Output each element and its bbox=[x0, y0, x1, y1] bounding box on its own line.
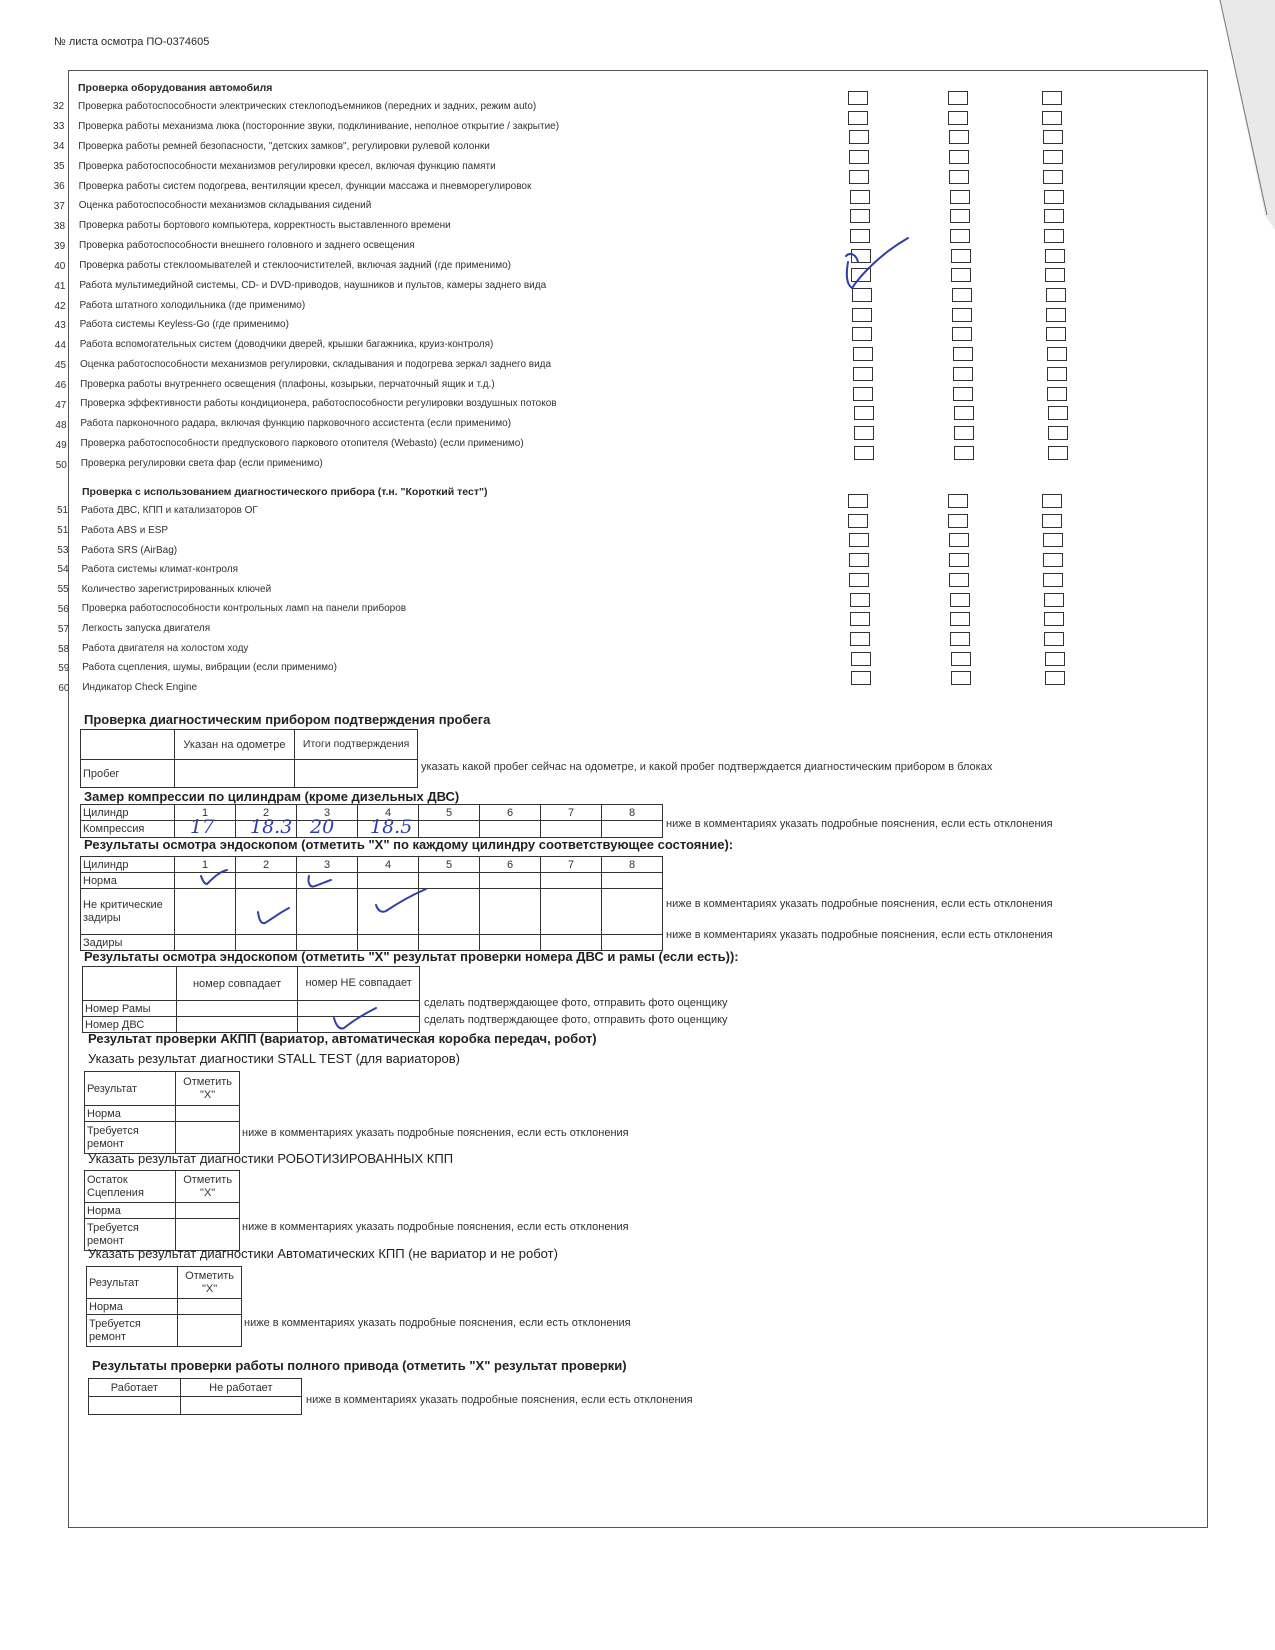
checklist-item-number: 35 bbox=[53, 160, 65, 172]
endoscope-mark-cell[interactable] bbox=[541, 889, 602, 935]
noncritical-row-label: Не критические задиры bbox=[81, 889, 175, 935]
robot-subtitle: Указать результат диагностики РОБОТИЗИРОВАННЫХ КПП bbox=[88, 1151, 454, 1166]
endoscope-cylinder-number: 6 bbox=[480, 857, 541, 873]
odometer-column-header: Указан на одометре bbox=[174, 730, 295, 760]
checklist-item-text: Проверка регулировки света фар (если применимо) bbox=[80, 458, 323, 470]
equipment-section-title: Проверка оборудования автомобиля bbox=[78, 82, 273, 94]
compression-cylinder-number: 1 bbox=[175, 805, 236, 821]
robot-norm-label: Норма bbox=[85, 1203, 176, 1219]
awd-note: ниже в комментариях указать подробные пояснения, если есть отклонения bbox=[306, 1394, 693, 1406]
equipment-checkbox[interactable] bbox=[850, 190, 870, 204]
equipment-checkbox[interactable] bbox=[1043, 130, 1063, 144]
equipment-checkbox[interactable] bbox=[953, 387, 973, 401]
auto-mark-header: Отметить "Х" bbox=[178, 1267, 242, 1299]
odometer-value-cell[interactable] bbox=[174, 760, 295, 788]
checklist-item-number: 33 bbox=[53, 120, 65, 132]
equipment-checkbox[interactable] bbox=[1047, 347, 1067, 361]
equipment-checkbox[interactable] bbox=[854, 426, 874, 440]
diagnostic-checkbox[interactable] bbox=[850, 612, 870, 626]
numbers-note-1: сделать подтверждающее фото, отправить фото оценщику bbox=[424, 997, 728, 1009]
checklist-item-text: Работа мультимедийной системы, CD- и DVD-приводов, наушников и пультов, камеры заднего вида bbox=[79, 279, 547, 291]
diagnostic-checkbox[interactable] bbox=[950, 612, 970, 626]
folded-corner bbox=[995, 0, 1275, 230]
mileage-row-label: Пробег bbox=[81, 760, 175, 788]
equipment-checkbox[interactable] bbox=[852, 308, 872, 322]
checklist-item-number: 38 bbox=[53, 220, 66, 232]
equipment-checkbox[interactable] bbox=[950, 229, 970, 243]
checklist-item-text: Оценка работоспособности механизмов складывания сидений bbox=[78, 199, 372, 211]
compression-cylinder-number: 2 bbox=[236, 805, 297, 821]
checklist-item-text: Работа вспомогательных систем (доводчики дверей, крышки багажника, круиз-контроля) bbox=[79, 339, 494, 351]
akpp-section-title: Результат проверки АКПП (вариатор, автоматическая коробка передач, робот) bbox=[88, 1031, 597, 1046]
checklist-item-number: 44 bbox=[54, 340, 66, 352]
checklist-item-text: Проверка работоспособности внешнего головного и заднего освещения bbox=[79, 239, 415, 251]
diagnostic-checkbox[interactable] bbox=[1043, 553, 1063, 567]
checklist-item-text: Работа SRS (AirBag) bbox=[81, 544, 178, 556]
equipment-checkbox[interactable] bbox=[853, 387, 873, 401]
robot-repair-label: Требуется ремонт bbox=[85, 1219, 176, 1251]
diagnostic-checkbox[interactable] bbox=[949, 553, 969, 567]
endoscope-note-1: ниже в комментариях указать подробные пояснения, если есть отклонения bbox=[666, 898, 1053, 910]
checklist-item-text: Проверка работы стеклоомывателей и стеклоочистителей, включая задний (где применимо) bbox=[79, 259, 511, 271]
checklist-item-number: 48 bbox=[55, 420, 67, 432]
diagnostic-checkbox[interactable] bbox=[948, 494, 968, 508]
checklist-item-text: Легкость запуска двигателя bbox=[81, 622, 211, 634]
checklist-item-text: Количество зарегистрированных ключей bbox=[81, 584, 272, 596]
document-number: № листа осмотра ПО-0374605 bbox=[54, 36, 210, 48]
equipment-checkbox[interactable] bbox=[954, 426, 974, 440]
checklist-item-number: 57 bbox=[57, 623, 70, 635]
handwritten-compression-value: 18.5 bbox=[370, 816, 413, 838]
checklist-item-text: Индикатор Check Engine bbox=[82, 682, 198, 694]
diagnostic-checkbox[interactable] bbox=[849, 553, 869, 567]
endoscope-note-2: ниже в комментариях указать подробные пояснения, если есть отклонения bbox=[666, 929, 1053, 941]
mileage-table bbox=[80, 729, 418, 788]
diagnostic-checkbox[interactable] bbox=[1045, 652, 1065, 666]
checklist-item-text: Работа системы климат-контроля bbox=[81, 564, 239, 576]
equipment-checkbox[interactable] bbox=[1042, 91, 1062, 105]
endoscope-mark-cell[interactable] bbox=[602, 873, 663, 889]
checklist-item-number: 36 bbox=[53, 180, 65, 192]
compression-note: ниже в комментариях указать подробные пояснения, если есть отклонения bbox=[666, 818, 1053, 830]
diagnostic-checkbox[interactable] bbox=[1044, 593, 1064, 607]
checklist-item-text: Работа сцепления, шумы, вибрации (если применимо) bbox=[82, 662, 337, 674]
diagnostic-checkbox[interactable] bbox=[949, 533, 969, 547]
endoscope-mark-cell[interactable] bbox=[297, 889, 358, 935]
diagnostic-checkbox[interactable] bbox=[849, 533, 869, 547]
checklist-item-number: 43 bbox=[54, 320, 66, 332]
diagnostic-checkbox[interactable] bbox=[950, 593, 970, 607]
equipment-checkbox[interactable] bbox=[848, 111, 868, 125]
stall-test-table bbox=[84, 1071, 240, 1154]
equipment-checkbox[interactable] bbox=[949, 150, 969, 164]
stall-test-note: ниже в комментариях указать подробные пояснения, если есть отклонения bbox=[242, 1127, 629, 1139]
compression-cylinder-number: 4 bbox=[358, 805, 419, 821]
auto-result-header: Результат bbox=[87, 1267, 178, 1299]
handwritten-check-engine-mismatch bbox=[330, 1004, 380, 1032]
robot-norm-cell[interactable] bbox=[176, 1203, 240, 1219]
handwritten-compression-value: 18.3 bbox=[250, 816, 293, 838]
checklist-item-text: Работа парконочного радара, включая функцию парковочного ассистента (если применимо) bbox=[80, 418, 512, 430]
cylinder-row-label: Цилиндр bbox=[81, 805, 175, 821]
stall-repair-label: Требуется ремонт bbox=[85, 1122, 176, 1154]
awd-not-works-header: Не работает bbox=[180, 1379, 301, 1397]
endoscope-cylinder-number: 2 bbox=[236, 857, 297, 873]
checklist-item-text: Проверка работоспособности предпускового паркового отопителя (Webasto) (если применимо) bbox=[80, 438, 524, 450]
checklist-item-number: 55 bbox=[57, 584, 69, 596]
mileage-section-title: Проверка диагностическим прибором подтверждения пробега bbox=[84, 712, 491, 727]
awd-section-title: Результаты проверки работы полного привода (отметить "Х" результат проверки) bbox=[92, 1358, 627, 1373]
awd-table bbox=[88, 1378, 302, 1415]
diagnostic-checkbox[interactable] bbox=[849, 573, 869, 587]
equipment-checkbox[interactable] bbox=[950, 190, 970, 204]
equipment-checkbox[interactable] bbox=[854, 406, 874, 420]
checklist-item-number: 53 bbox=[57, 544, 69, 556]
confirmation-column-header: Итоги подтверждения bbox=[295, 730, 418, 760]
awd-not-works-cell[interactable] bbox=[180, 1397, 301, 1415]
compression-cylinder-number: 3 bbox=[297, 805, 358, 821]
stall-mark-header: Отметить "Х" bbox=[176, 1072, 240, 1106]
checklist-item-text: Проверка работы механизма люка (посторонние звуки, подклинивание, неполное открытие / закрытие) bbox=[78, 120, 560, 132]
auto-norm-label: Норма bbox=[87, 1299, 178, 1315]
auto-repair-cell[interactable] bbox=[178, 1315, 242, 1347]
equipment-checkbox[interactable] bbox=[949, 130, 969, 144]
diagnostic-checkbox[interactable] bbox=[848, 514, 868, 528]
numbers-section-title: Результаты осмотра эндоскопом (отметить "Х" результат проверки номера ДВС и рамы (если есть)): bbox=[84, 949, 739, 964]
compression-value-cell[interactable] bbox=[480, 821, 541, 838]
diagnostic-checkbox[interactable] bbox=[848, 494, 868, 508]
equipment-checkbox[interactable] bbox=[1044, 229, 1064, 243]
equipment-checkbox[interactable] bbox=[1045, 268, 1065, 282]
endoscope-cylinder-number: 3 bbox=[297, 857, 358, 873]
endoscope-cylinder-number: 8 bbox=[602, 857, 663, 873]
stall-result-header: Результат bbox=[85, 1072, 176, 1106]
checklist-item-text: Работа двигателя на холостом ходу bbox=[82, 642, 249, 654]
numbers-note-2: сделать подтверждающее фото, отправить фото оценщику bbox=[424, 1014, 728, 1026]
checklist-item-text: Проверка эффективности работы кондиционера, работоспособности регулировки воздушных потоков bbox=[80, 398, 557, 410]
diagnostic-checkbox[interactable] bbox=[1042, 494, 1062, 508]
endoscope-cylinder-label: Цилиндр bbox=[81, 857, 175, 873]
equipment-checkbox[interactable] bbox=[1048, 426, 1068, 440]
compression-cylinder-number: 8 bbox=[602, 805, 663, 821]
endoscope-mark-cell[interactable] bbox=[175, 889, 236, 935]
equipment-checkbox[interactable] bbox=[1044, 190, 1064, 204]
checklist-item-text: Работа ДВС, КПП и катализаторов ОГ bbox=[81, 505, 258, 516]
diagnostic-checkbox[interactable] bbox=[948, 514, 968, 528]
equipment-checkbox[interactable] bbox=[848, 91, 868, 105]
match-column-header: номер совпадает bbox=[176, 967, 298, 1001]
compression-section-title: Замер компрессии по цилиндрам (кроме дизельных ДВС) bbox=[84, 789, 460, 804]
mileage-table-corner bbox=[81, 730, 175, 760]
equipment-checkbox[interactable] bbox=[952, 308, 972, 322]
checklist-item-number: 32 bbox=[53, 101, 65, 112]
handwritten-check-cyl2-noncritical bbox=[253, 902, 293, 928]
checklist-item-number: 47 bbox=[55, 400, 67, 412]
equipment-checkbox[interactable] bbox=[1047, 367, 1067, 381]
checklist-item-number: 51 bbox=[57, 524, 69, 536]
checklist-item-number: 41 bbox=[54, 280, 66, 292]
endoscope-mark-cell[interactable] bbox=[480, 889, 541, 935]
engine-number-label: Номер ДВС bbox=[83, 1017, 177, 1033]
stall-norm-label: Норма bbox=[85, 1106, 176, 1122]
robot-clutch-header: Остаток Сцепления bbox=[85, 1171, 176, 1203]
equipment-checkbox[interactable] bbox=[1048, 406, 1068, 420]
checklist-item-number: 54 bbox=[57, 564, 69, 576]
diagnostic-section-title: Проверка с использованием диагностического прибора (т.н. "Короткий тест") bbox=[82, 486, 488, 498]
equipment-checkbox[interactable] bbox=[1043, 170, 1063, 184]
equipment-checkbox[interactable] bbox=[952, 288, 972, 302]
checklist-item-number: 59 bbox=[58, 663, 70, 675]
robot-note: ниже в комментариях указать подробные пояснения, если есть отклонения bbox=[242, 1221, 629, 1233]
diagnostic-checkbox[interactable] bbox=[850, 632, 870, 646]
frame-number-label: Номер Рамы bbox=[83, 1001, 177, 1017]
checklist-item-number: 58 bbox=[58, 643, 70, 655]
robot-mark-header: Отметить "Х" bbox=[176, 1171, 240, 1203]
robot-table bbox=[84, 1170, 240, 1251]
checklist-item-number: 34 bbox=[53, 140, 65, 152]
diagnostic-checkbox[interactable] bbox=[1043, 573, 1063, 587]
equipment-checkbox[interactable] bbox=[1044, 209, 1064, 223]
equipment-checkbox[interactable] bbox=[953, 347, 973, 361]
auto-subtitle: Указать результат диагностики Автоматических КПП (не вариатор и не робот) bbox=[88, 1246, 558, 1261]
diagnostic-checkbox[interactable] bbox=[1043, 533, 1063, 547]
equipment-checkbox[interactable] bbox=[948, 91, 968, 105]
equipment-checkbox[interactable] bbox=[1046, 327, 1066, 341]
auto-norm-cell[interactable] bbox=[178, 1299, 242, 1315]
checklist-item-text: Проверка работы внутреннего освещения (плафоны, козырьки, перчаточный ящик и т.д.) bbox=[80, 379, 495, 391]
endoscope-cylinder-number: 1 bbox=[175, 857, 236, 873]
checklist-item-number: 40 bbox=[54, 260, 66, 272]
diagnostic-checkbox[interactable] bbox=[949, 573, 969, 587]
checklist-item-text: Работа системы Keyless-Go (где применимо) bbox=[79, 319, 289, 331]
norm-row-label: Норма bbox=[81, 873, 175, 889]
diagnostic-checkbox[interactable] bbox=[851, 652, 871, 666]
diagnostic-checkbox[interactable] bbox=[1044, 612, 1064, 626]
equipment-checkbox[interactable] bbox=[853, 347, 873, 361]
diagnostic-checkbox[interactable] bbox=[1044, 632, 1064, 646]
equipment-checkbox[interactable] bbox=[849, 150, 869, 164]
mileage-note: указать какой пробег сейчас на одометре, и какой пробег подтверждается диагностическим прибором в блоках bbox=[421, 761, 993, 773]
equipment-checkbox[interactable] bbox=[853, 367, 873, 381]
checklist-item-number: 50 bbox=[55, 460, 67, 472]
handwritten-check-cyl3-norm bbox=[305, 872, 335, 892]
auto-repair-label: Требуется ремонт bbox=[87, 1315, 178, 1347]
checklist-item-text: Проверка работоспособности электрических стеклоподъемников (передних и задних, режим auto) bbox=[78, 101, 537, 112]
checklist-item-text: Работа ABS и ESP bbox=[81, 524, 169, 536]
handwritten-compression-value: 20 bbox=[310, 816, 335, 838]
diagnostic-checkbox[interactable] bbox=[1045, 671, 1065, 685]
equipment-checkbox[interactable] bbox=[948, 111, 968, 125]
diagnostic-checkbox[interactable] bbox=[950, 632, 970, 646]
checklist-item-number: 56 bbox=[57, 604, 69, 615]
equipment-checkbox[interactable] bbox=[1046, 308, 1066, 322]
compression-cylinder-number: 7 bbox=[541, 805, 602, 821]
checklist-item-number: 37 bbox=[53, 200, 65, 212]
stall-repair-cell[interactable] bbox=[176, 1122, 240, 1154]
equipment-checkbox[interactable] bbox=[949, 170, 969, 184]
endoscope-cylinder-number: 4 bbox=[358, 857, 419, 873]
equipment-checkbox[interactable] bbox=[1045, 249, 1065, 263]
checklist-item-number: 49 bbox=[55, 440, 67, 452]
checklist-item-text: Проверка работоспособности контрольных ламп на панели приборов bbox=[81, 603, 407, 614]
endoscope-section-title: Результаты осмотра эндоскопом (отметить "Х" по каждому цилиндру соответствующее состояние): bbox=[84, 837, 734, 852]
diagnostic-checkbox[interactable] bbox=[851, 671, 871, 685]
equipment-checkbox[interactable] bbox=[954, 446, 974, 460]
equipment-checkbox[interactable] bbox=[952, 327, 972, 341]
endoscope-mark-cell[interactable] bbox=[236, 873, 297, 889]
equipment-checkbox[interactable] bbox=[1047, 387, 1067, 401]
checklist-item-text: Оценка работоспособности механизмов регулировки, складывания и подогрева зеркал заднего вида bbox=[79, 359, 552, 371]
endoscope-mark-cell[interactable] bbox=[480, 873, 541, 889]
equipment-checkbox[interactable] bbox=[852, 327, 872, 341]
equipment-checkbox[interactable] bbox=[1042, 111, 1062, 125]
auto-table bbox=[86, 1266, 242, 1347]
equipment-checkbox[interactable] bbox=[1046, 288, 1066, 302]
handwritten-check-cyl4-noncritical bbox=[372, 885, 430, 917]
compression-value-cell[interactable] bbox=[602, 821, 663, 838]
handwritten-check-cyl1-norm bbox=[195, 866, 235, 888]
handwritten-check-mark bbox=[840, 232, 920, 292]
checklist-item-text: Проверка работы ремней безопасности, "детских замков", регулировки рулевой колонки bbox=[78, 140, 490, 152]
diagnostic-checkbox[interactable] bbox=[1042, 514, 1062, 528]
checklist-item-number: 46 bbox=[55, 380, 67, 392]
equipment-checkbox[interactable] bbox=[953, 367, 973, 381]
checklist-item-text: Работа штатного холодильника (где применимо) bbox=[79, 299, 306, 311]
awd-works-cell[interactable] bbox=[89, 1397, 181, 1415]
equipment-checkbox[interactable] bbox=[951, 249, 971, 263]
auto-note: ниже в комментариях указать подробные пояснения, если есть отклонения bbox=[244, 1317, 631, 1329]
stall-norm-cell[interactable] bbox=[176, 1106, 240, 1122]
checklist-item-text: Проверка работы бортового компьютера, корректность выставленного времени bbox=[78, 219, 451, 231]
checklist-item-text: Проверка работы систем подогрева, вентиляции кресел, функции массажа и пневморегулировок bbox=[78, 180, 532, 192]
endoscope-mark-cell[interactable] bbox=[541, 873, 602, 889]
compression-cylinder-number: 6 bbox=[480, 805, 541, 821]
frame-match-cell[interactable] bbox=[176, 1001, 298, 1017]
equipment-checkbox[interactable] bbox=[850, 209, 870, 223]
stall-test-subtitle: Указать результат диагностики STALL TEST (для вариаторов) bbox=[88, 1051, 460, 1066]
compression-value-cell[interactable] bbox=[541, 821, 602, 838]
checklist-item-number: 39 bbox=[54, 240, 66, 252]
checklist-item-number: 60 bbox=[58, 683, 70, 695]
numbers-table-corner bbox=[83, 967, 177, 1001]
mismatch-column-header: номер НЕ совпадает bbox=[298, 967, 420, 1001]
awd-works-header: Работает bbox=[89, 1379, 181, 1397]
compression-cylinder-number: 5 bbox=[419, 805, 480, 821]
compression-value-cell[interactable] bbox=[419, 821, 480, 838]
diagnostic-checkbox[interactable] bbox=[951, 652, 971, 666]
equipment-checkbox[interactable] bbox=[854, 446, 874, 460]
equipment-checkbox[interactable] bbox=[1043, 150, 1063, 164]
checklist-item-number: 42 bbox=[54, 300, 66, 312]
endoscope-cylinder-number: 5 bbox=[419, 857, 480, 873]
equipment-checkbox[interactable] bbox=[951, 268, 971, 282]
diagnostic-checkbox[interactable] bbox=[850, 593, 870, 607]
confirmed-value-cell[interactable] bbox=[295, 760, 418, 788]
equipment-checkbox[interactable] bbox=[849, 130, 869, 144]
handwritten-compression-value: 17 bbox=[190, 816, 215, 838]
checklist-item-number: 45 bbox=[54, 360, 67, 372]
checklist-item-text: Проверка работоспособности механизмов регулировки кресел, включая функцию памяти bbox=[78, 160, 496, 172]
endoscope-mark-cell[interactable] bbox=[602, 889, 663, 935]
checklist-item-number: 51 bbox=[57, 505, 69, 516]
equipment-checkbox[interactable] bbox=[954, 406, 974, 420]
scuff-row-label: Задиры bbox=[81, 935, 175, 951]
compression-row-label: Компрессия bbox=[81, 821, 175, 838]
equipment-checkbox[interactable] bbox=[849, 170, 869, 184]
diagnostic-checkbox[interactable] bbox=[951, 671, 971, 685]
equipment-checkbox[interactable] bbox=[950, 209, 970, 223]
equipment-checkbox[interactable] bbox=[1048, 446, 1068, 460]
endoscope-cylinder-number: 7 bbox=[541, 857, 602, 873]
